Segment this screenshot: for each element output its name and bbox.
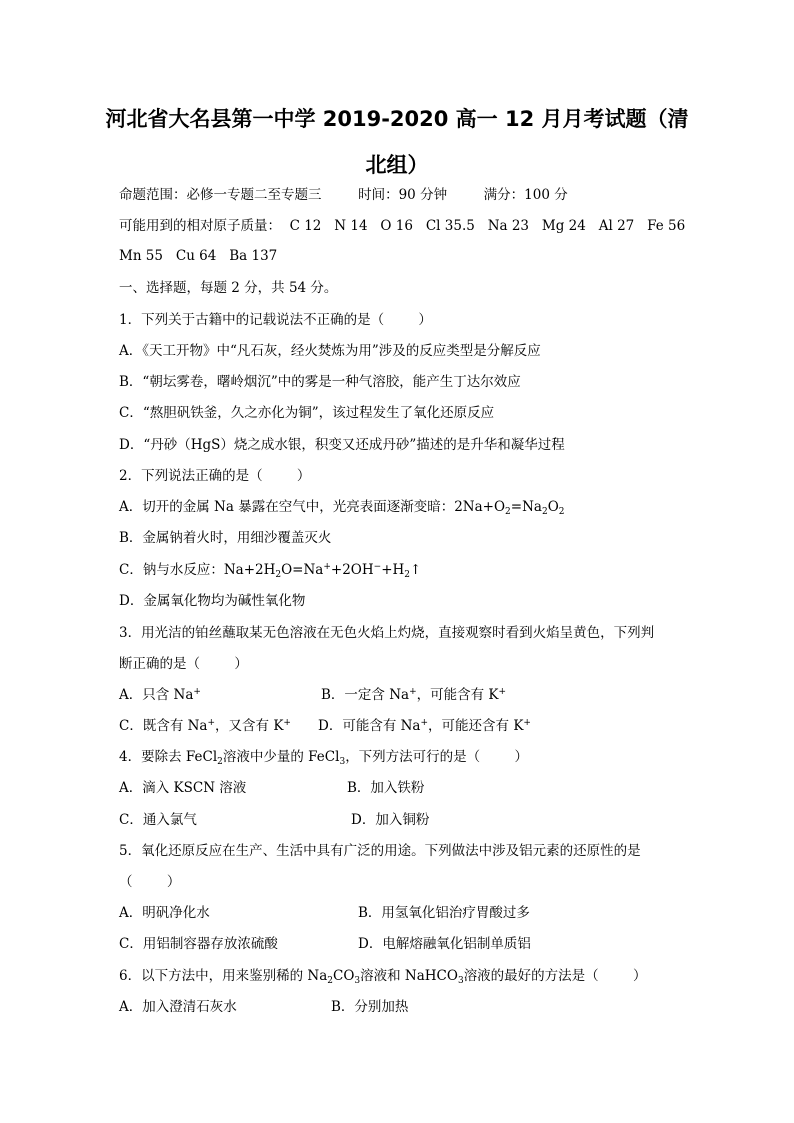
exam-time: 时间：90 分钟 <box>358 187 448 203</box>
q3-stem-line2: 断正确的是（ ） <box>119 656 248 672</box>
q3-option-b: B．一定含 Na+，可能含有 K+ <box>321 687 507 703</box>
exam-title-line1: 河北省大名县第一中学 2019-2020 高一 12 月月考试题（清 <box>105 107 689 131</box>
q4-option-a: A．滴入 KSCN 溶液 <box>119 780 247 796</box>
section-heading: 一、选择题，每题 2 分，共 54 分。 <box>119 280 338 296</box>
q6-stem: 6．以下方法中，用来鉴别稀的 $Na_2CO_3$溶液和 NaHCO$_3$溶液的最好的方法是（ ） <box>119 968 647 986</box>
q1-option-c: C．“熬胆矾铁釜，久之亦化为铜”，该过程发生了氧化还原反应 <box>119 405 495 421</box>
q2-option-d: D．金属氧化物均为碱性氧化物 <box>119 593 306 609</box>
q2-option-a: A．切开的金属 Na 暴露在空气中，光亮表面逐渐变暗：$2Na+O_2=Na_2O_2$ <box>119 499 565 517</box>
q3-option-a: A．只含 Na+ <box>119 687 201 703</box>
q1-option-b: B．“朝坛雾卷，曙岭烟沉”中的雾是一种气溶胶，能产生丁达尔效应 <box>119 374 521 390</box>
q1-option-a: A．《天工开物》中“凡石灰，经火焚炼为用”涉及的反应类型是分解反应 <box>119 343 541 359</box>
q3-option-c: C．既含有 Na+，又含有 K+ <box>119 718 291 734</box>
q3-stem-line1: 3．用光洁的铂丝蘸取某无色溶液在无色火焰上灼烧，直接观察时看到火焰呈黄色，下列判 <box>119 625 655 641</box>
q4-options-row2 <box>119 811 429 829</box>
q2-option-b: B．金属钠着火时，用细沙覆盖灭火 <box>119 530 332 546</box>
q3-options-row2 <box>119 717 531 735</box>
exam-scope: 命题范围：必修一专题二至专题三 <box>119 187 322 203</box>
q6-option-b: B．分别加热 <box>331 999 409 1015</box>
q4-option-d: D．加入铜粉 <box>351 812 430 828</box>
q3-option-d: D．可能含有 Na+，可能还含有 K+ <box>318 718 531 734</box>
exam-title <box>80 96 714 188</box>
q4-stem: 4．要除去 FeCl$_2$溶液中少量的 FeCl$_3$，下列方法可行的是（ ） <box>119 749 529 767</box>
q6-option-a: A．加入澄清石灰水 <box>119 999 237 1015</box>
q3-options-row1 <box>119 686 506 704</box>
q2-option-c: C．钠与水反应：$Na+2H_2O=Na^++2OH^-+H_2↑$ <box>119 562 422 580</box>
q5-options-row1 <box>119 904 530 922</box>
q5-option-d: D．电解熔融氧化铝制单质铝 <box>358 936 531 952</box>
q1-option-d: D．“丹砂（HgS）烧之成水银，积变又还成丹砂”描述的是升华和凝华过程 <box>119 437 565 453</box>
q5-stem-line1: 5．氧化还原反应在生产、生活中具有广泛的用途。下列做法中涉及铝元素的还原性的是 <box>119 843 641 859</box>
q5-stem-line2: （ ） <box>119 874 181 890</box>
exam-info-line <box>119 186 568 204</box>
q5-option-a: A．明矾净化水 <box>119 905 210 921</box>
q5-option-b: B．用氢氧化铝治疗胃酸过多 <box>358 905 530 921</box>
q4-option-b: B．加入铁粉 <box>347 780 425 796</box>
q2-stem: 2．下列说法正确的是（ ） <box>119 468 311 484</box>
atomic-masses-line1: 可能用到的相对原子质量： C 12 N 14 O 16 Cl 35.5 Na 23 Mg 24 Al 27 Fe 56 <box>119 218 686 234</box>
q5-option-c: C．用铝制容器存放浓硫酸 <box>119 936 278 952</box>
exam-title-line2: 北组） <box>365 153 429 177</box>
q4-option-c: C．通入氯气 <box>119 812 197 828</box>
q5-options-row2 <box>119 935 531 953</box>
exam-score: 满分：100 分 <box>483 187 568 203</box>
q4-options-row1 <box>119 779 424 797</box>
atomic-masses-line2: Mn 55 Cu 64 Ba 137 <box>119 248 278 264</box>
q1-stem: 1．下列关于古籍中的记载说法不正确的是（ ） <box>119 312 432 328</box>
q6-options-row1 <box>119 998 408 1016</box>
